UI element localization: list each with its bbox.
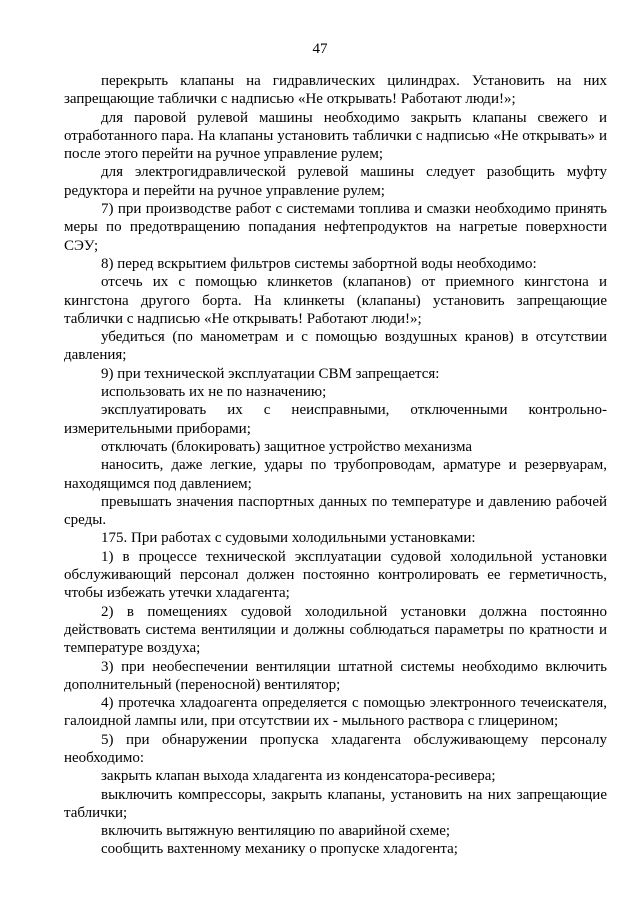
paragraph: 7) при производстве работ с системами топлива и смазки необходимо принять меры по предотвращению попадания нефтепродуктов на нагретые поверхности СЭУ;	[64, 201, 607, 254]
paragraph: 8) перед вскрытием фильтров системы забортной воды необходимо:	[101, 255, 537, 272]
paragraph: 1) в процессе технической эксплуатации судовой холодильной установки обслуживающий персонал должен постоянно контролировать ее герметичность, чтобы избежать утечки хладагента;	[64, 548, 607, 602]
paragraph: отключать (блокировать) защитное устройство механизма	[101, 438, 473, 455]
paragraph: перекрыть клапаны на гидравлических цилиндрах. Установить на них запрещающие таблички с надписью «Не открывать! Работают люди!»;	[64, 73, 607, 108]
paragraph: для электрогидравлической рулевой машины следует разобщить муфту редуктора и перейти на ручное управление рулем;	[64, 164, 607, 199]
paragraph: 5) при обнаружении пропуска хладагента обслуживающему персоналу необходимо:	[64, 731, 607, 766]
paragraph: для паровой рулевой машины необходимо закрыть клапаны свежего и отработанного пара. На клапаны установить таблички с надписью «Не открывать» и после этого перейти на ручное управление рулем;	[64, 109, 607, 163]
paragraph: превышать значения паспортных данных по температуре и давлению рабочей среды.	[64, 493, 607, 529]
paragraph: закрыть клапан выхода хладагента из конденсатора-ресивера;	[101, 768, 496, 785]
paragraph: 9) при технической эксплуатации СВМ запрещается:	[101, 365, 440, 382]
document-body	[64, 72, 607, 859]
paragraph: отсечь их с помощью клинкетов (клапанов) от приемного кингстона и кингстона другого борта. На клинкеты (клапаны) установить запрещающие таблички с надписью «Не открывать! Работают люди!»;	[64, 274, 607, 327]
paragraph: убедиться (по манометрам и с помощью воздушных кранов) в отсутствии давления;	[64, 329, 607, 364]
paragraph: использовать их не по назначению;	[101, 384, 327, 401]
paragraph: 4) протечка хладоагента определяется с помощью электронного течеискателя, галоидной лампы или, при отсутствии их - мыльного раствора с глицерином;	[64, 695, 607, 730]
paragraph: наносить, даже легкие, удары по трубопроводам, арматуре и резервуарам, находящимся под давлением;	[64, 457, 607, 492]
paragraph: 3) при необеспечении вентиляции штатной системы необходимо включить дополнительный (переносной) вентилятор;	[64, 658, 607, 693]
paragraph: выключить компрессоры, закрыть клапаны, установить на них запрещающие таблички;	[64, 786, 607, 821]
page-number: 47	[312, 41, 328, 57]
paragraph: сообщить вахтенному механику о пропуске хладогента;	[101, 841, 458, 858]
paragraph: 2) в помещениях судовой холодильной установки должна постоянно действовать система вентиляции и должны соблюдаться параметры по кратности и температуре воздуха;	[64, 603, 607, 657]
paragraph: 175. При работах с судовыми холодильными установками:	[101, 530, 476, 547]
paragraph: эксплуатировать их с неисправными, отключенными контрольно-измерительными приборами;	[64, 402, 607, 437]
paragraph: включить вытяжную вентиляцию по аварийной схеме;	[101, 823, 451, 840]
